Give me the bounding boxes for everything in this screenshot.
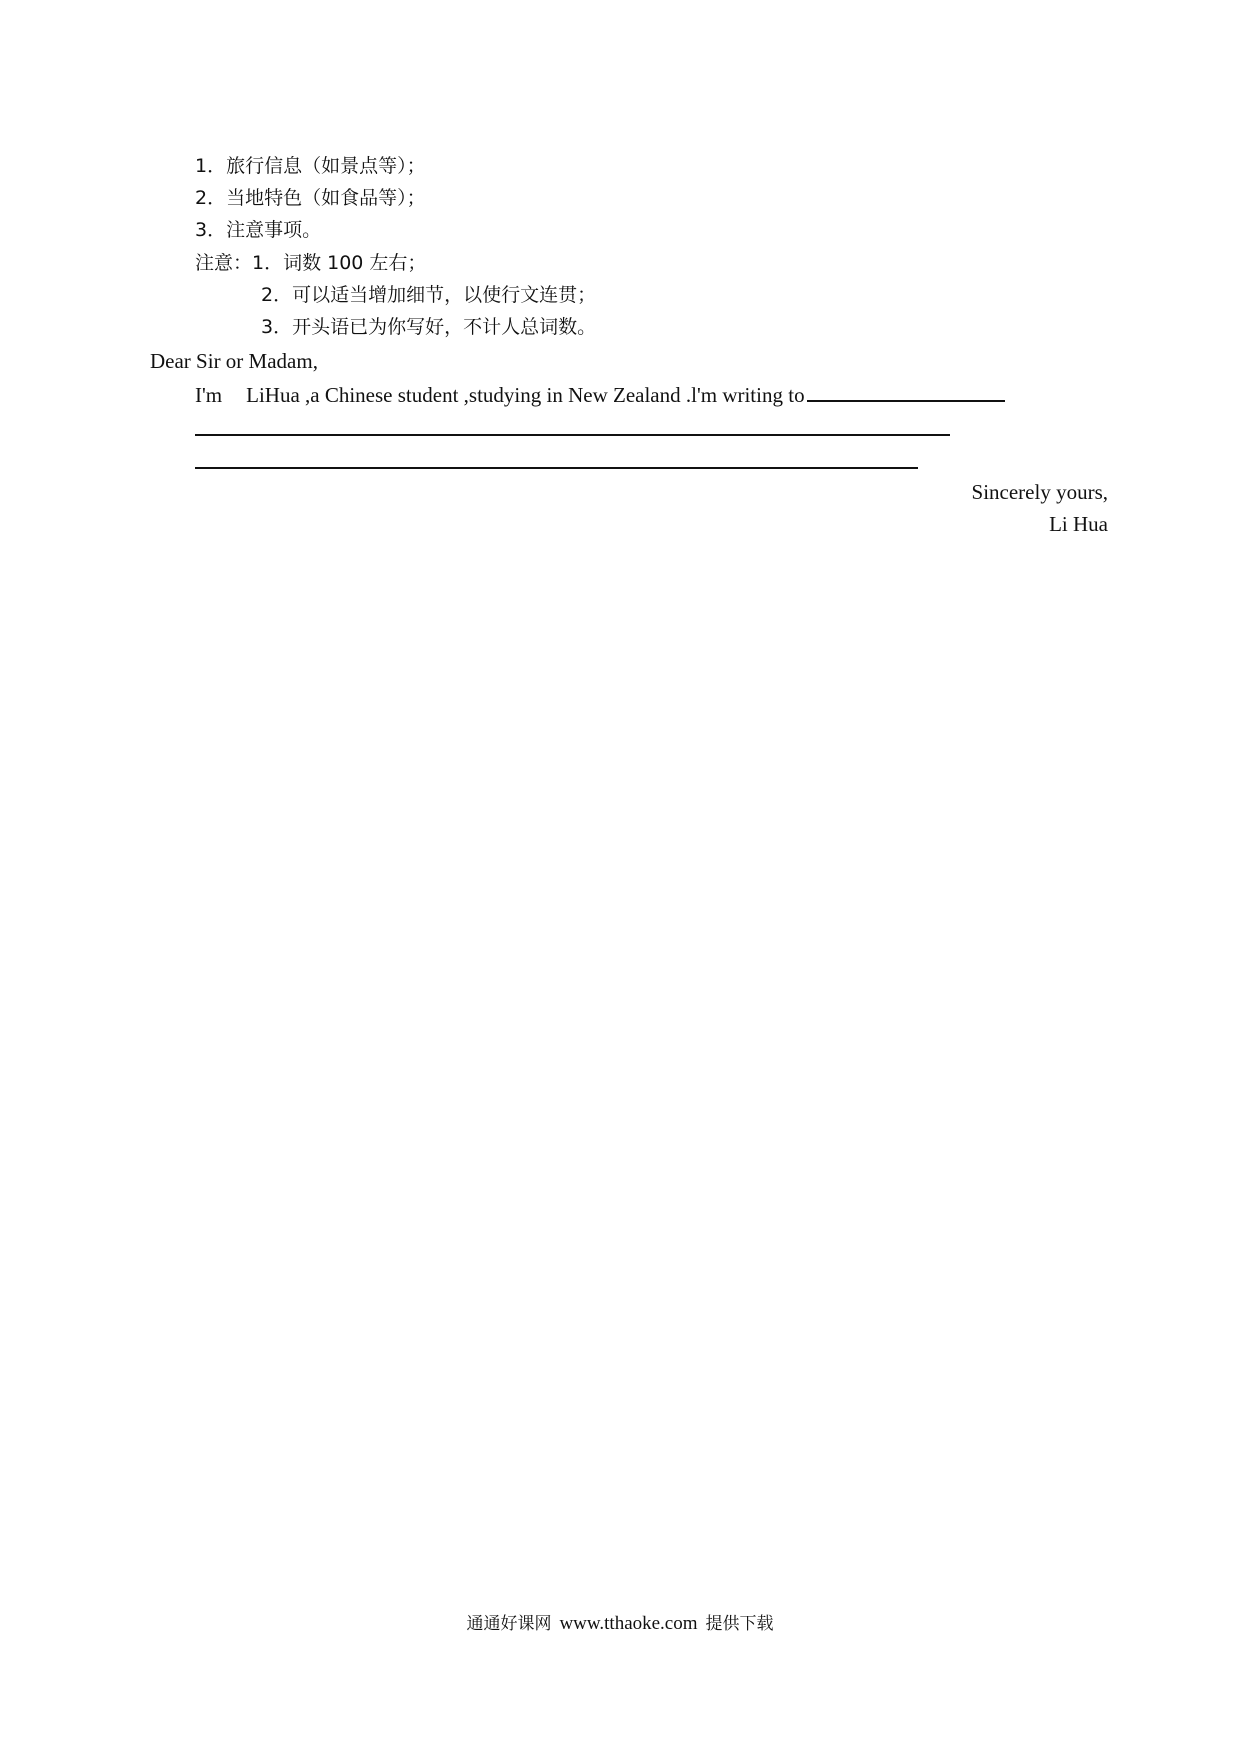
letter-opening-text: LiHua ,a Chinese student ,studying in New Zealand .l'm writing to <box>246 383 805 407</box>
requirement-item-1: 1．旅行信息（如景点等）； <box>195 155 426 177</box>
note-word-count: 注意：1．词数 100 左右； <box>195 252 427 274</box>
note-details: 2．可以适当增加细节，以使行文连贯； <box>261 284 597 306</box>
note-opening: 3．开头语已为你写好，不计人总词数。 <box>261 316 597 338</box>
footer-suffix: 提供下载 <box>705 1614 774 1634</box>
requirement-item-2: 2．当地特色（如食品等）； <box>195 187 426 209</box>
letter-salutation: Dear Sir or Madam, <box>150 349 318 373</box>
requirement-item-3: 3．注意事项。 <box>195 219 322 241</box>
footer-url[interactable]: www.tthaoke.com <box>559 1613 698 1634</box>
footer-site-name: 通通好课网 <box>466 1614 552 1634</box>
writing-blank-3[interactable] <box>195 467 918 469</box>
letter-signature: Li Hua <box>1049 512 1108 536</box>
writing-blank-1[interactable] <box>807 380 1005 402</box>
letter-closing: Sincerely yours, <box>971 480 1108 504</box>
letter-opening-prefix: I'm <box>195 383 223 407</box>
letter-opening-line <box>195 380 1005 409</box>
writing-blank-2[interactable] <box>195 434 950 436</box>
page-footer <box>0 1612 1240 1636</box>
